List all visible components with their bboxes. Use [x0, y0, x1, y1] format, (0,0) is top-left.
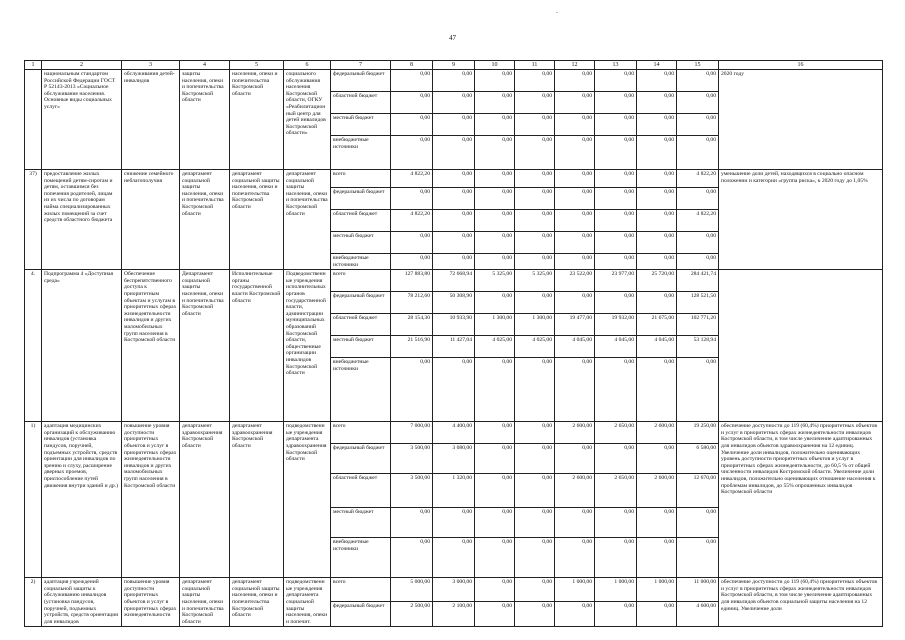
amount-cell: 0,00: [515, 444, 555, 474]
amount-cell: 0,00: [595, 232, 637, 254]
amount-cell: 4 822,20: [391, 210, 433, 232]
table-row: [25, 170, 883, 188]
amount-cell: 0,00: [637, 92, 677, 114]
amount-cell: 0,00: [475, 232, 515, 254]
header-cell: 12: [555, 61, 595, 70]
item-number: 4.: [25, 270, 42, 422]
amount-cell: 0,00: [555, 114, 595, 136]
amount-cell: 2 650,00: [595, 422, 637, 444]
funding-source: областной бюджет: [331, 314, 391, 336]
amount-cell: 0,00: [391, 232, 433, 254]
amount-cell: 0,00: [515, 578, 555, 602]
header-cell: 5: [230, 61, 284, 70]
amount-cell: 0,00: [475, 358, 515, 422]
amount-cell: 0,00: [475, 210, 515, 232]
amount-cell: 2 650,00: [595, 474, 637, 508]
funding-source: местный бюджет: [331, 336, 391, 358]
amount-cell: 0,00: [677, 232, 719, 254]
amount-cell: 2 100,00: [433, 601, 475, 627]
amount-cell: 0,00: [637, 444, 677, 474]
amount-cell: 28 154,30: [391, 314, 433, 336]
amount-cell: 0,00: [475, 136, 515, 170]
amount-cell: 0,00: [555, 170, 595, 188]
item-number: 37): [25, 170, 42, 270]
amount-cell: 0,00: [555, 601, 595, 627]
amount-cell: 1 000,00: [555, 578, 595, 602]
amount-cell: 0,00: [515, 136, 555, 170]
amount-cell: 2 600,00: [637, 474, 677, 508]
table-row: [25, 422, 883, 444]
amount-cell: 0,00: [475, 170, 515, 188]
expected-result: уменьшение доли детей, находящихся в социально опасном положении и категории «группа риска», к 2020 году до 1,05%: [719, 170, 883, 270]
amount-cell: 0,00: [555, 292, 595, 314]
amount-cell: 4 400,00: [433, 422, 475, 444]
table-row: [25, 70, 883, 92]
amount-cell: 0,00: [515, 601, 555, 627]
header-cell: 6: [284, 61, 331, 70]
participant: департамент социальной защиты населения, опеки и попечительства Костромской области: [284, 170, 331, 270]
funding-source: внебюджетные источники: [331, 136, 391, 170]
amount-cell: 0,00: [515, 254, 555, 270]
amount-cell: 127 883,80: [391, 270, 433, 292]
amount-cell: 0,00: [595, 254, 637, 270]
amount-cell: 0,00: [433, 170, 475, 188]
amount-cell: 0,00: [475, 422, 515, 444]
amount-cell: 1 300,00: [475, 314, 515, 336]
amount-cell: 0,00: [637, 508, 677, 538]
funding-source: внебюджетные источники: [331, 254, 391, 270]
table-row: [25, 578, 883, 602]
amount-cell: 0,00: [515, 538, 555, 578]
amount-cell: 2 600,00: [555, 422, 595, 444]
responsible-executor: департамент здравоохранения Костромской области: [230, 422, 284, 578]
amount-cell: 0,00: [637, 136, 677, 170]
header-cell: 13: [595, 61, 637, 70]
amount-cell: 0,00: [595, 358, 637, 422]
participant: Подведомственные учреждения исполнительных органов государственной власти, администрации муниципальных образований Костромской области, общественные организации инвалидов Костромской области: [284, 270, 331, 422]
amount-cell: 0,00: [433, 232, 475, 254]
header-cell: 14: [637, 61, 677, 70]
amount-cell: 72 668,94: [433, 270, 475, 292]
amount-cell: 0,00: [433, 188, 475, 210]
measure-goal: обслуживания детей-инвалидов: [122, 70, 180, 170]
corner-mark: -: [556, 10, 558, 16]
amount-cell: 0,00: [637, 254, 677, 270]
amount-cell: 12 670,00: [677, 474, 719, 508]
amount-cell: 0,00: [637, 210, 677, 232]
amount-cell: 11 000,00: [677, 578, 719, 602]
amount-cell: 0,00: [475, 188, 515, 210]
measure-name: предоставление жилых помещений детям-сиротам и детям, оставшимся без попечения родителей, лицам из их числа по договорам найма специализированных жилых помещений за счет средств областного бюджета: [42, 170, 122, 270]
amount-cell: 21 516,90: [391, 336, 433, 358]
amount-cell: 0,00: [595, 70, 637, 92]
amount-cell: 0,00: [391, 358, 433, 422]
table-body: [25, 61, 883, 627]
amount-cell: 0,00: [475, 92, 515, 114]
amount-cell: 0,00: [677, 92, 719, 114]
funding-source: всего: [331, 270, 391, 292]
amount-cell: 0,00: [391, 254, 433, 270]
amount-cell: 0,00: [515, 292, 555, 314]
amount-cell: 2 600,00: [555, 474, 595, 508]
amount-cell: 0,00: [475, 508, 515, 538]
amount-cell: 4 822,20: [391, 170, 433, 188]
measure-goal: повышение уровня доступности приоритетных объектов и услуг в приоритетных сферах жизнедеятельности: [122, 578, 180, 627]
amount-cell: 1 300,00: [515, 314, 555, 336]
amount-cell: 0,00: [391, 508, 433, 538]
amount-cell: 0,00: [475, 578, 515, 602]
amount-cell: 4 600,00: [677, 601, 719, 627]
coordinator: Департамент социальной защиты населения, опеки и попечительства Костромской области: [180, 270, 230, 422]
amount-cell: 0,00: [637, 114, 677, 136]
amount-cell: 0,00: [433, 254, 475, 270]
amount-cell: 19 250,00: [677, 422, 719, 444]
amount-cell: 4 822,20: [677, 170, 719, 188]
amount-cell: 2 500,00: [391, 601, 433, 627]
amount-cell: 0,00: [555, 444, 595, 474]
amount-cell: 284 421,74: [677, 270, 719, 292]
item-number: 2): [25, 578, 42, 627]
amount-cell: 0,00: [475, 538, 515, 578]
amount-cell: 11 427,04: [433, 336, 475, 358]
amount-cell: 2 600,00: [637, 422, 677, 444]
measure-goal: снижение семейного неблагополучия: [122, 170, 180, 270]
amount-cell: 0,00: [677, 70, 719, 92]
participant: социального обслуживания населения Костромской области, ОГКУ «Реабилитационный центр для детей инвалидов Костромской области»: [284, 70, 331, 170]
amount-cell: 23 522,00: [555, 270, 595, 292]
amount-cell: 10 933,90: [433, 314, 475, 336]
amount-cell: 0,00: [391, 114, 433, 136]
funding-source: внебюджетные источники: [331, 358, 391, 422]
amount-cell: 4 822,20: [677, 210, 719, 232]
program-table: [24, 60, 883, 627]
coordinator: департамент социальной защиты населения, опеки и попечительства Костромской области: [180, 578, 230, 627]
amount-cell: 0,00: [475, 292, 515, 314]
funding-source: местный бюджет: [331, 232, 391, 254]
amount-cell: 0,00: [515, 474, 555, 508]
amount-cell: 78 212,60: [391, 292, 433, 314]
funding-source: областной бюджет: [331, 210, 391, 232]
amount-cell: 0,00: [391, 188, 433, 210]
funding-source: областной бюджет: [331, 474, 391, 508]
amount-cell: 0,00: [515, 170, 555, 188]
amount-cell: 0,00: [637, 538, 677, 578]
amount-cell: 19 932,00: [595, 314, 637, 336]
page-number: 47: [449, 34, 456, 42]
funding-source: всего: [331, 422, 391, 444]
amount-cell: 3 500,00: [391, 444, 433, 474]
amount-cell: 6 580,00: [677, 444, 719, 474]
funding-source: местный бюджет: [331, 114, 391, 136]
amount-cell: 0,00: [677, 538, 719, 578]
amount-cell: 0,00: [555, 254, 595, 270]
amount-cell: 0,00: [515, 508, 555, 538]
amount-cell: 0,00: [433, 136, 475, 170]
amount-cell: 0,00: [677, 358, 719, 422]
coordinator: департамент социальной защиты населения, опеки и попечительства Костромской области: [180, 170, 230, 270]
amount-cell: 0,00: [433, 538, 475, 578]
header-cell: 10: [475, 61, 515, 70]
amount-cell: 0,00: [515, 232, 555, 254]
amount-cell: 0,00: [637, 188, 677, 210]
amount-cell: 0,00: [515, 92, 555, 114]
amount-cell: 0,00: [555, 92, 595, 114]
funding-source: федеральный бюджет: [331, 444, 391, 474]
amount-cell: 0,00: [637, 170, 677, 188]
amount-cell: 0,00: [555, 538, 595, 578]
amount-cell: 4 025,00: [515, 336, 555, 358]
amount-cell: 0,00: [391, 70, 433, 92]
responsible-executor: департамент социальной защиты населения, опеки и попечительства Костромской области: [230, 170, 284, 270]
funding-source: внебюджетные источники: [331, 538, 391, 578]
amount-cell: 0,00: [555, 358, 595, 422]
amount-cell: 0,00: [555, 188, 595, 210]
amount-cell: 0,00: [595, 210, 637, 232]
measure-name: адаптация медицинских организаций к обслуживанию инвалидов (установка пандусов, поручней, подъемных устройств, средств ориентации для инвалидов по зрению и слуху, расширение дверных проемов, приспособление путей движения внутри зданий и др.): [42, 422, 122, 578]
amount-cell: 128 521,50: [677, 292, 719, 314]
amount-cell: 25 720,00: [637, 270, 677, 292]
amount-cell: 0,00: [677, 136, 719, 170]
funding-source: федеральный бюджет: [331, 601, 391, 627]
amount-cell: 0,00: [555, 232, 595, 254]
amount-cell: 0,00: [595, 170, 637, 188]
funding-source: местный бюджет: [331, 508, 391, 538]
measure-name: национальным стандартом Российской Федерации ГОСТ Р 52143-2013 «Социальное обслуживание населения. Основные виды социальных услуг»: [42, 70, 122, 170]
amount-cell: 0,00: [555, 70, 595, 92]
expected-result: [719, 270, 883, 422]
amount-cell: 5 325,00: [515, 270, 555, 292]
amount-cell: 0,00: [515, 422, 555, 444]
amount-cell: 0,00: [475, 114, 515, 136]
amount-cell: 0,00: [433, 70, 475, 92]
amount-cell: 0,00: [595, 292, 637, 314]
amount-cell: 3 500,00: [391, 474, 433, 508]
header-cell: 7: [331, 61, 391, 70]
header-cell: 1: [25, 61, 42, 70]
funding-source: федеральный бюджет: [331, 188, 391, 210]
participant: подведомственные учреждения департамента здравоохранения Костромской области: [284, 422, 331, 578]
item-number: [25, 70, 42, 170]
amount-cell: 53 128,94: [677, 336, 719, 358]
measure-goal: Обеспечение беспрепятственного доступа к приоритетным объектам и услугам в приоритетных сферах жизнедеятельности инвалидов и других маломобильных групп населения в Костромской области: [122, 270, 180, 422]
amount-cell: 5 000,00: [391, 578, 433, 602]
header-cell: 4: [180, 61, 230, 70]
expected-result: 2020 году: [719, 70, 883, 170]
amount-cell: 1 000,00: [637, 578, 677, 602]
amount-cell: 0,00: [475, 474, 515, 508]
amount-cell: 0,00: [515, 114, 555, 136]
amount-cell: 0,00: [637, 358, 677, 422]
amount-cell: 0,00: [433, 210, 475, 232]
amount-cell: 0,00: [515, 188, 555, 210]
amount-cell: 7 000,00: [391, 422, 433, 444]
amount-cell: 0,00: [637, 232, 677, 254]
amount-cell: 102 771,20: [677, 314, 719, 336]
amount-cell: 1 320,00: [433, 474, 475, 508]
amount-cell: 23 977,00: [595, 270, 637, 292]
amount-cell: 0,00: [555, 210, 595, 232]
amount-cell: 3 080,00: [433, 444, 475, 474]
responsible-executor: департамент социальной защиты населения, опеки и попечительства Костромской области: [230, 578, 284, 627]
header-cell: 16: [719, 61, 883, 70]
funding-source: федеральный бюджет: [331, 70, 391, 92]
amount-cell: 0,00: [595, 92, 637, 114]
amount-cell: 0,00: [433, 114, 475, 136]
header-cell: 11: [515, 61, 555, 70]
column-number-row: [25, 61, 883, 70]
amount-cell: 4 045,00: [555, 336, 595, 358]
coordinator: департамент здравоохранения Костромской области: [180, 422, 230, 578]
amount-cell: 4 025,00: [475, 336, 515, 358]
amount-cell: 21 675,00: [637, 314, 677, 336]
amount-cell: 0,00: [391, 92, 433, 114]
amount-cell: 0,00: [433, 358, 475, 422]
amount-cell: 0,00: [637, 70, 677, 92]
measure-name: Подпрограмма 4 «Доступная среда»: [42, 270, 122, 422]
header-cell: 8: [391, 61, 433, 70]
responsible-executor: Исполнительные органы государственной власти Костромской области: [230, 270, 284, 422]
amount-cell: 0,00: [475, 254, 515, 270]
amount-cell: 0,00: [515, 210, 555, 232]
header-cell: 15: [677, 61, 719, 70]
funding-source: всего: [331, 578, 391, 602]
amount-cell: 5 325,00: [475, 270, 515, 292]
amount-cell: 0,00: [677, 254, 719, 270]
measure-goal: повышение уровня доступности приоритетных объектов и услуг в приоритетных сферах жизнедеятельности инвалидов и других маломобильных групп населения в Костромской области: [122, 422, 180, 578]
funding-source: всего: [331, 170, 391, 188]
expected-result: обеспечение доступности до 119 (60,4%) приоритетных объектов и услуг в приоритетных сферах жизнедеятельности инвалидов Костромской области, в том числе увеличение адаптированных для инвалидов объектов здравоохранения на 12 единиц. Увеличение доли инвалидов, положительно оценивающих уровень доступности приоритетных объектов и услуг в приоритетных сферах жизнедеятельности, до 60,5 % от общей численности инвалидов Костромской области. Увеличение доли инвалидов, положительно оценивающих отношение населения к проблемам инвалидов, до 55% опрошенных инвалидов Костромской области: [719, 422, 883, 578]
amount-cell: 0,00: [595, 508, 637, 538]
amount-cell: 0,00: [595, 538, 637, 578]
amount-cell: 4 045,00: [595, 336, 637, 358]
amount-cell: 0,00: [391, 538, 433, 578]
funding-source: федеральный бюджет: [331, 292, 391, 314]
participant: подведомственные учреждения департамента социальной защиты населения, опеки и попечит.: [284, 578, 331, 627]
amount-cell: 0,00: [475, 70, 515, 92]
expected-result: обеспечение доступности до 119 (60,4%) приоритетных объектов и услуг в приоритетных сферах жизнедеятельности инвалидов Костромской области, в том числе увеличение адаптированных для инвалидов объектов социальной защиты населения на 12 единиц. Увеличение доли: [719, 578, 883, 627]
amount-cell: 0,00: [433, 508, 475, 538]
header-cell: 9: [433, 61, 475, 70]
amount-cell: 0,00: [475, 444, 515, 474]
amount-cell: 19 477,00: [555, 314, 595, 336]
amount-cell: 0,00: [595, 136, 637, 170]
table-row: [25, 270, 883, 292]
amount-cell: 0,00: [677, 188, 719, 210]
amount-cell: 4 045,00: [637, 336, 677, 358]
responsible-executor: населения, опеки и попечительства Костромской области: [230, 70, 284, 170]
amount-cell: 0,00: [595, 188, 637, 210]
amount-cell: 0,00: [595, 444, 637, 474]
amount-cell: 0,00: [637, 292, 677, 314]
amount-cell: 0,00: [475, 601, 515, 627]
amount-cell: 0,00: [555, 508, 595, 538]
amount-cell: 0,00: [595, 601, 637, 627]
amount-cell: 0,00: [433, 92, 475, 114]
amount-cell: 1 000,00: [595, 578, 637, 602]
coordinator: защиты населения, опеки и попечительства Костромской области: [180, 70, 230, 170]
amount-cell: 0,00: [391, 136, 433, 170]
item-number: 1): [25, 422, 42, 578]
amount-cell: 0,00: [595, 114, 637, 136]
amount-cell: 3 000,00: [433, 578, 475, 602]
amount-cell: 0,00: [515, 70, 555, 92]
amount-cell: 0,00: [555, 136, 595, 170]
amount-cell: 0,00: [677, 114, 719, 136]
amount-cell: 0,00: [515, 358, 555, 422]
funding-source: областной бюджет: [331, 92, 391, 114]
header-cell: 2: [42, 61, 122, 70]
measure-name: адаптация учреждений социальной защиты к обслуживанию инвалидов (установка пандусов, поручней, подъемных устройств, средств ориентации для инвалидов: [42, 578, 122, 627]
amount-cell: 0,00: [637, 601, 677, 627]
header-cell: 3: [122, 61, 180, 70]
amount-cell: 0,00: [677, 508, 719, 538]
amount-cell: 50 308,90: [433, 292, 475, 314]
